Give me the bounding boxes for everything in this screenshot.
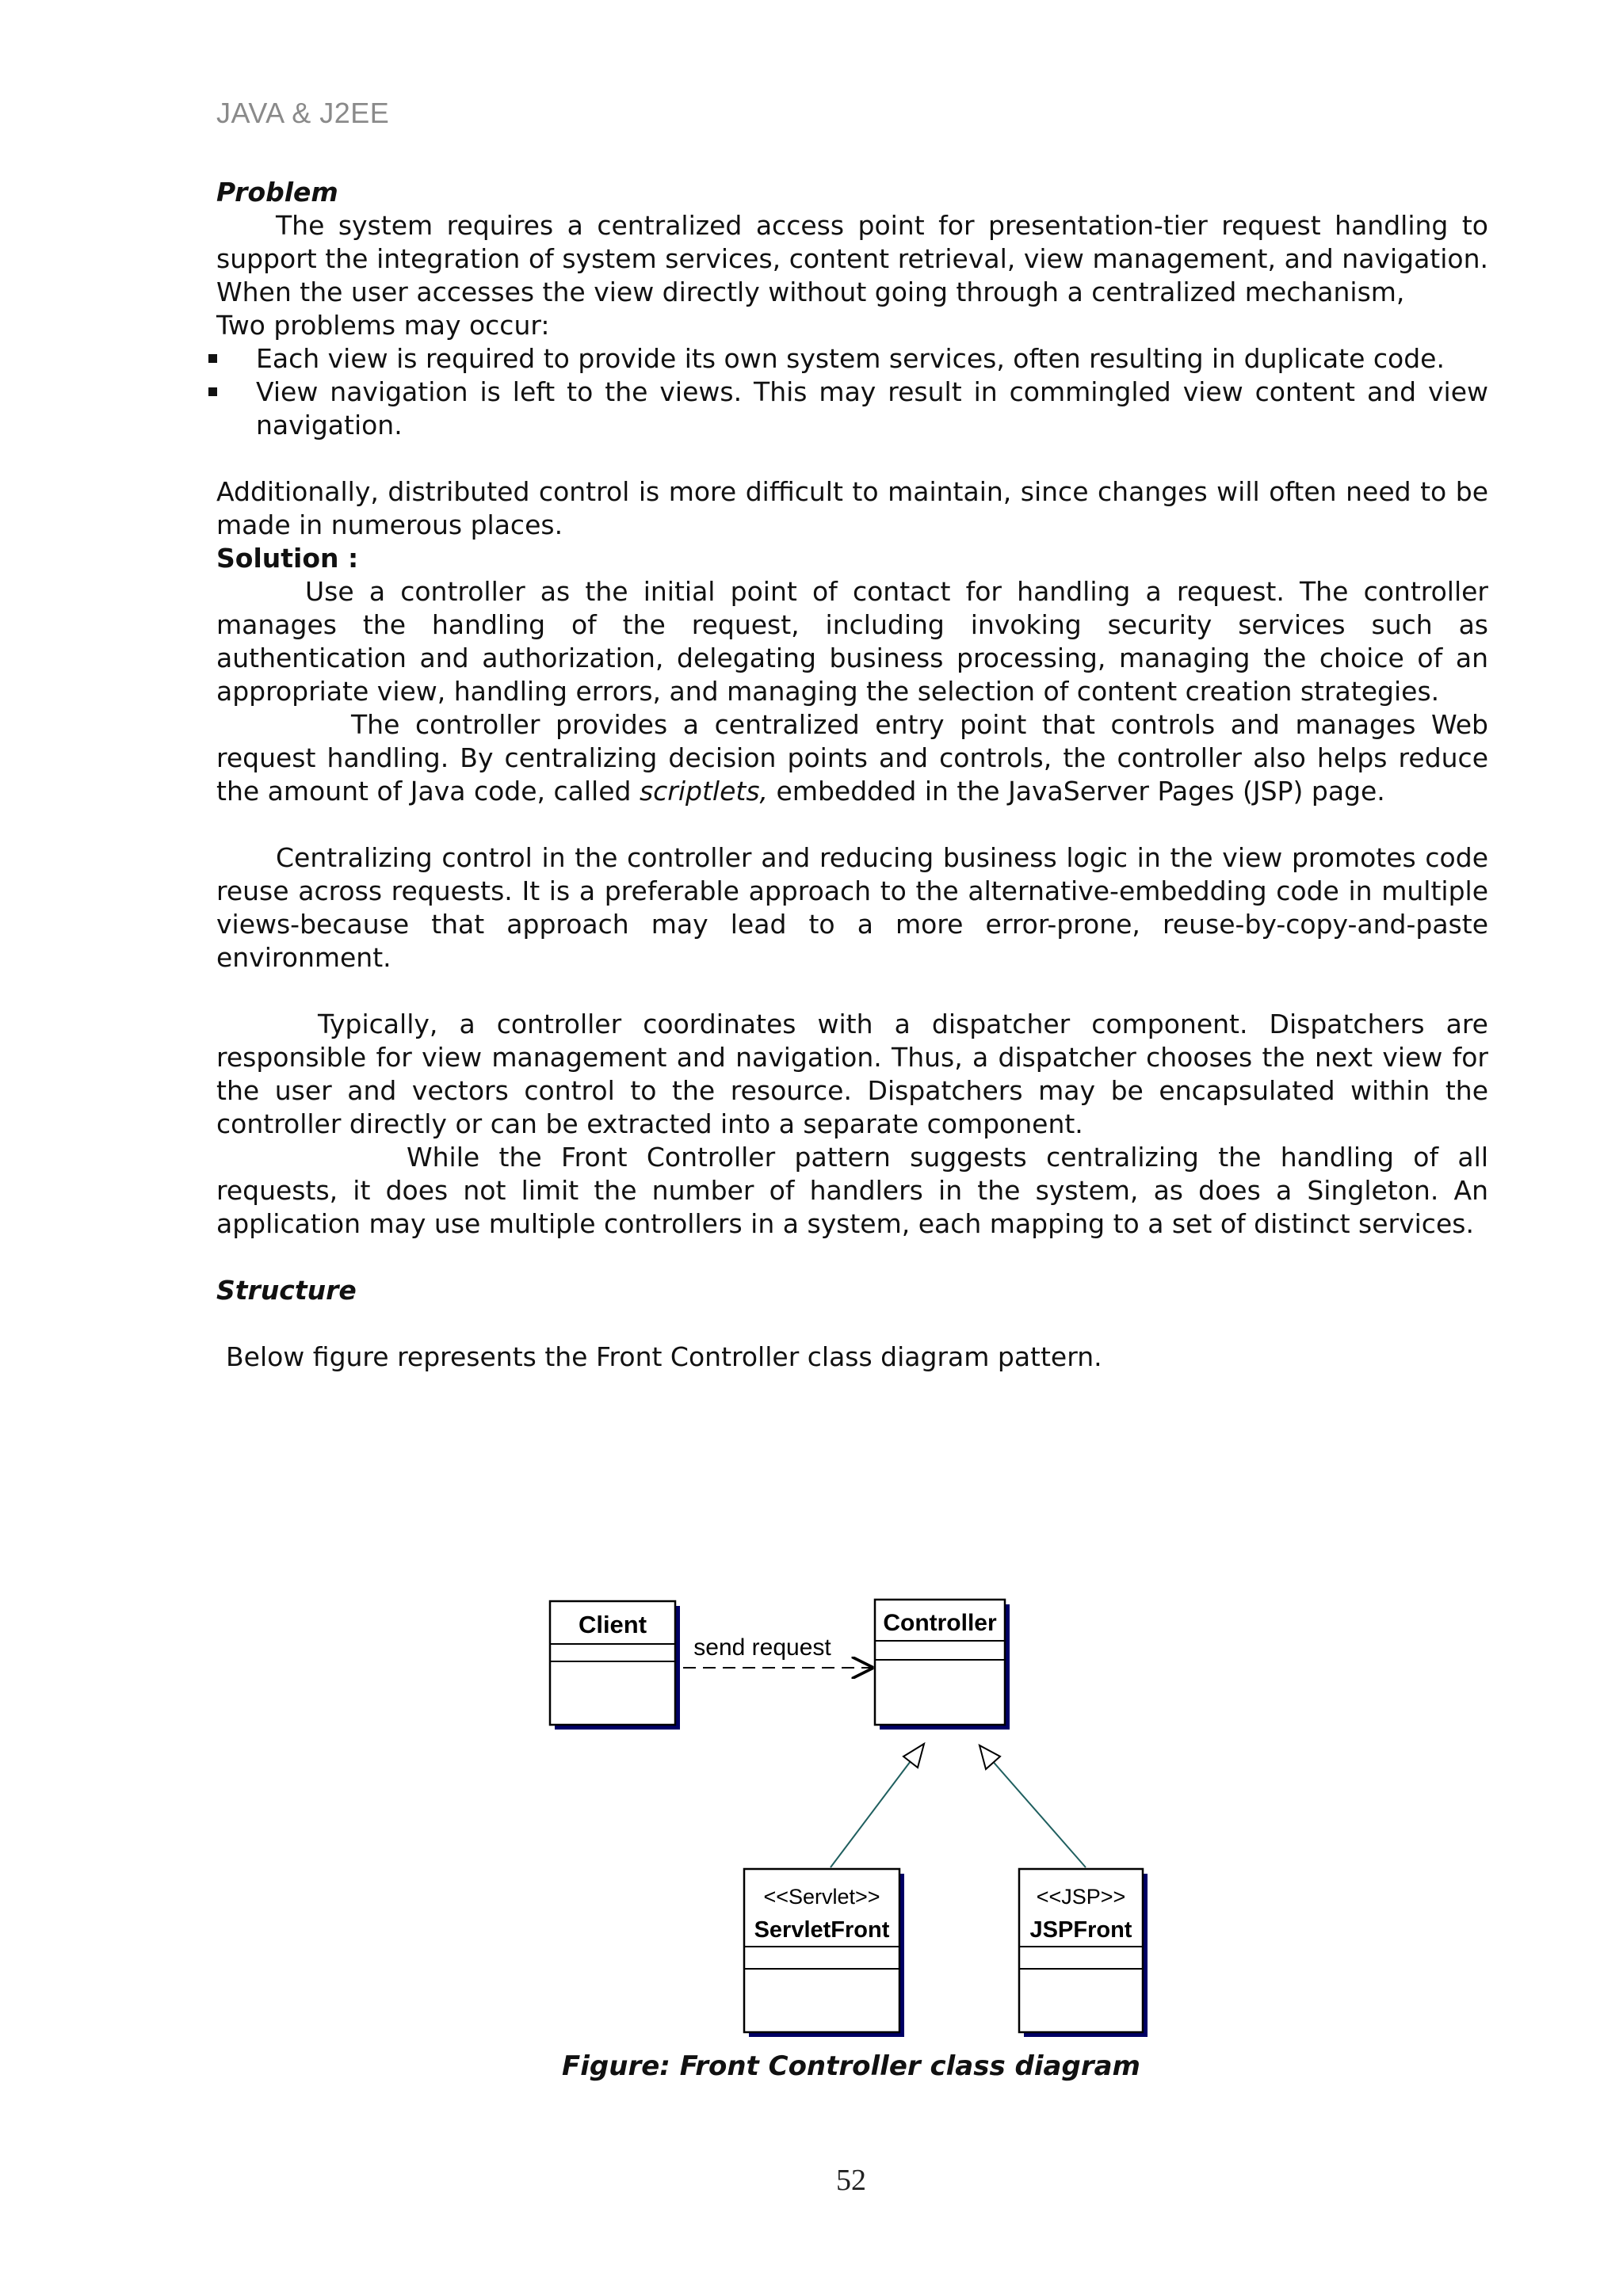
problem-list [216,342,1488,442]
bullet-square-icon [208,387,217,396]
solution-paragraph-2 [216,708,1488,808]
list-item-text: Each view is required to provide its own system services, often resulting in duplicate code. [256,343,1445,374]
paragraph-gap [216,974,1488,1008]
controller-class-name: Controller [883,1610,997,1636]
jsp-stereotype: <<JSP>> [1036,1885,1126,1909]
solution-paragraph-2-text-end: embedded in the JavaServer Pages (JSP) page. [768,776,1385,807]
paragraph-gap [216,808,1488,841]
send-request-dependency [683,1634,872,1668]
running-header: JAVA & J2EE [216,97,390,129]
structure-intro: Below figure represents the Front Controller class diagram pattern. [226,1341,1102,1372]
uml-diagram-canvas [547,1589,1165,2048]
solution-paragraph-2-text: The controller provides a centralized entry point that controls and manages Web request handling. By centralizing decision points and controls, the controller also helps reduce the amount of Java code, called [216,709,1488,807]
page-number: 52 [836,2164,866,2197]
paragraph-gap [216,1307,1488,1341]
solution-paragraph-1: Use a controller as the initial point of contact for handling a request. The controller manages the handling of the request, including invoking security services such as authentication and authorization, delegating business processing, managing the choice of an appropriate view, handling errors, and managing the selection of content creation strategies. [216,576,1488,707]
additional-paragraph: Additionally, distributed control is more difficult to maintain, since changes will often need to be made in numerous places. [216,476,1488,540]
solution-paragraph-3: Centralizing control in the controller and reducing business logic in the view promotes code reuse across requests. It is a preferable approach to the alternative-embedding code in multiple views-because that approach may lead to a more error-prone, reuse-by-copy-and-paste environment. [216,842,1488,973]
figure-caption: Figure: Front Controller class diagram [562,2050,1140,2082]
servlet-generalization-arrow [831,1744,924,1867]
solution-paragraph-4: Typically, a controller coordinates with a dispatcher component. Dispatchers are responsible for view management and navigation. Thus, a dispatcher chooses the next view for the user and vectors control to the resource. Dispatchers may be encapsulated within the controller directly or can be extracted into a separate component. [216,1009,1488,1139]
paragraph-gap [216,1241,1488,1274]
servlet-front-class-name: ServletFront [754,1917,890,1943]
jsp-front-class-name: JSPFront [1029,1917,1132,1943]
servlet-front-class-box [744,1869,904,2037]
structure-heading: Structure [216,1275,357,1306]
servlet-stereotype: <<Servlet>> [763,1885,880,1909]
client-class-name: Client [578,1611,647,1638]
jsp-generalization-arrow [980,1745,1086,1867]
solution-heading: Solution : [216,543,359,574]
scriptlets-term: scriptlets, [639,776,769,807]
problem-intro-paragraph: The system requires a centralized access point for presentation-tier request handling to support the integration of system services, content retrieval, view management, and navigation. When the user accesses the view directly without going through a centralized mechanism, [216,210,1488,307]
problem-lead: Two problems may occur: [216,310,550,341]
list-item [216,342,1488,376]
bullet-square-icon [208,354,217,363]
client-class-box [550,1601,680,1730]
page-body [216,176,1488,1374]
list-item [216,376,1488,442]
uml-class-diagram [547,1589,1165,2048]
problem-heading: Problem [216,177,338,208]
controller-class-box [875,1600,1010,1730]
jsp-front-class-box [1019,1869,1148,2037]
list-item-text: View navigation is left to the views. This may result in commingled view content and view navigation. [256,376,1488,441]
send-request-label: send request [693,1634,831,1661]
solution-paragraph-5: While the Front Controller pattern suggests centralizing the handling of all requests, it does not limit the number of handlers in the system, as does a Singleton. An application may use multiple controllers in a system, each mapping to a set of distinct services. [216,1142,1488,1239]
paragraph-gap [216,442,1488,475]
